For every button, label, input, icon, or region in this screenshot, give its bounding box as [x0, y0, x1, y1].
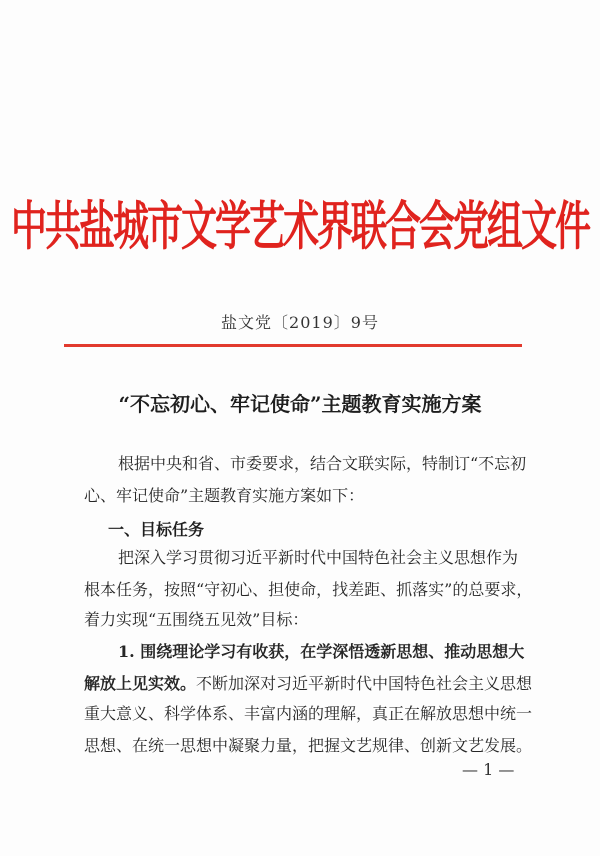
item1-bold-lead: 1. 围绕理论学习有收获，在学深悟透新思想、推动思想大	[118, 642, 525, 661]
goals-para-line-3: 着力实现“五围绕五见效”目标：	[84, 610, 309, 629]
section-heading-goals: 一、目标任务	[108, 520, 205, 539]
item1-bold-tail: 解放上见实效。	[84, 674, 197, 693]
document-number: 盐文党〔2019〕9号	[221, 313, 379, 332]
item1-line-1	[118, 642, 524, 662]
goals-para-line-2: 根本任务，按照“守初心、担使命，找差距、抓落实”的总要求，	[84, 580, 533, 599]
item1-line-4: 思想、在统一思想中凝聚力量，把握文艺规律、创新文艺发展。	[84, 736, 533, 755]
red-divider-line	[64, 344, 522, 347]
item1-line-2	[84, 674, 532, 694]
page-number: — 1 —	[462, 760, 515, 779]
item1-line-2-rest: 不断加深对习近平新时代中国特色社会主义思想	[196, 674, 533, 693]
document-title: “不忘初心、牢记使命”主题教育实施方案	[118, 392, 482, 416]
org-header-title: 中共盐城市文学艺术界联合会党组文件	[10, 197, 589, 258]
intro-line-1: 根据中央和省、市委要求，结合文联实际，特制订“不忘初	[118, 454, 527, 473]
intro-line-2: 心、牢记使命”主题教育实施方案如下：	[84, 486, 365, 505]
goals-para-line-1: 把深入学习贯彻习近平新时代中国特色社会主义思想作为	[118, 548, 519, 567]
item1-line-3: 重大意义、科学体系、丰富内涵的理解，真正在解放思想中统一	[84, 704, 533, 723]
